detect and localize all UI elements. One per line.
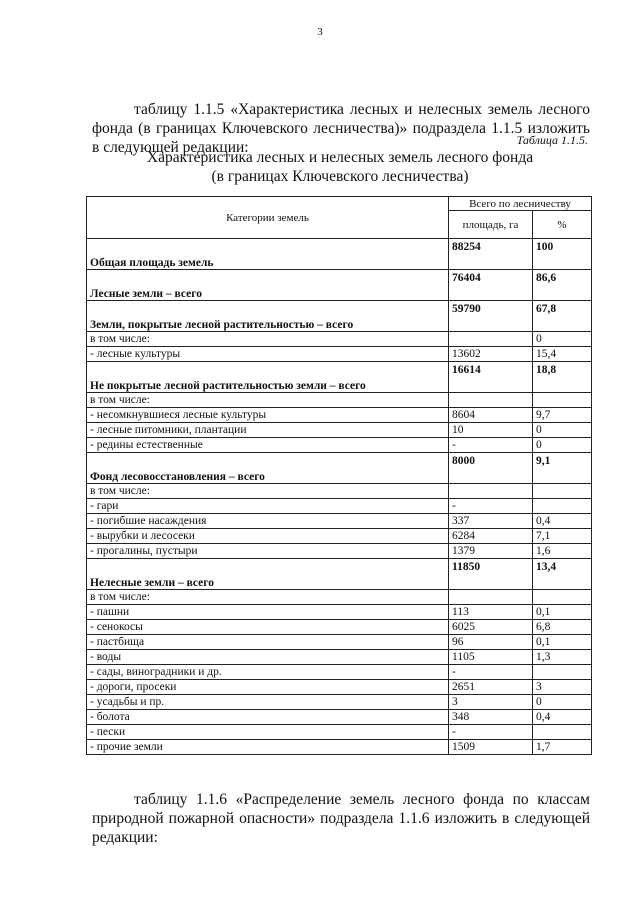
row-area: 11850 [449,559,533,590]
row-label: - лесные культуры [87,347,449,362]
row-percent: 13,4 [533,559,592,590]
row-percent [533,725,592,740]
table-row [87,332,592,347]
row-area: 96 [449,635,533,650]
row-area: 337 [449,514,533,529]
row-percent: 100 [533,239,592,270]
row-area: 348 [449,710,533,725]
row-label: - погибшие насаждения [87,514,449,529]
row-percent: 7,1 [533,529,592,544]
table-total-row [87,239,592,270]
row-label: - прочие земли [87,740,449,755]
row-label: - болота [87,710,449,725]
row-percent: 0,1 [533,605,592,620]
table-row [87,484,592,499]
table-row [87,725,592,740]
row-label: - пашни [87,605,449,620]
row-percent: 0 [533,332,592,347]
row-percent: 0 [533,423,592,438]
row-percent [533,665,592,680]
row-label: в том числе: [87,484,449,499]
row-area: 13602 [449,347,533,362]
land-characteristics-table [86,196,592,755]
row-area: 10 [449,423,533,438]
table-row [87,544,592,559]
table-row [87,393,592,408]
table-title-line-1: Характеристика лесных и нелесных земель лесного фонда [146,149,534,166]
row-percent: 67,8 [533,301,592,332]
row-area: 2651 [449,680,533,695]
table-row [87,680,592,695]
row-area: - [449,725,533,740]
row-area: 1379 [449,544,533,559]
table-row [87,529,592,544]
table-row [87,514,592,529]
table-row [87,710,592,725]
table-caption: Таблица 1.1.5. [516,133,588,147]
row-label: - воды [87,650,449,665]
table-row [87,740,592,755]
row-area: 8000 [449,453,533,484]
row-area [449,332,533,347]
row-label: - несомкнувшиеся лесные культуры [87,408,449,423]
row-area: 3 [449,695,533,710]
row-percent: 0,4 [533,710,592,725]
header-total-group: Всего по лесничеству [449,197,592,211]
table-row [87,590,592,605]
row-label: - сенокосы [87,620,449,635]
table-row [87,499,592,514]
row-label: Не покрытые лесной растительностью земли – всего [87,362,449,393]
row-area: 1509 [449,740,533,755]
row-label: Земли, покрытые лесной растительностью – всего [87,301,449,332]
row-percent: 9,1 [533,453,592,484]
table-total-row [87,453,592,484]
row-label: - вырубки и лесосеки [87,529,449,544]
row-label: в том числе: [87,393,449,408]
row-percent: 0,1 [533,635,592,650]
row-label: Лесные земли – всего [87,270,449,301]
table-total-row [87,270,592,301]
row-label: Общая площадь земель [87,239,449,270]
row-area: 16614 [449,362,533,393]
row-area: 6284 [449,529,533,544]
table-title-line-2: (в границах Ключевского лесничества) [211,168,469,185]
row-label: - пастбища [87,635,449,650]
outro-paragraph: таблицу 1.1.6 «Распределение земель лесного фонда по классам природной пожарной опасности» подраздела 1.1.6 изложить в следующей редакции: [92,790,590,846]
row-area: 1105 [449,650,533,665]
row-percent: 1,3 [533,650,592,665]
table-row [87,635,592,650]
row-label: - пески [87,725,449,740]
row-percent [533,484,592,499]
row-area: 76404 [449,270,533,301]
table-total-row [87,301,592,332]
row-percent: 1,7 [533,740,592,755]
table-body [87,239,592,755]
row-percent: 86,6 [533,270,592,301]
row-label: - редины естественные [87,438,449,453]
row-area [449,393,533,408]
table-row [87,620,592,635]
row-label: - усадьбы и пр. [87,695,449,710]
page-number: 3 [317,26,323,38]
row-percent: 15,4 [533,347,592,362]
row-area: 6025 [449,620,533,635]
row-area: - [449,438,533,453]
header-category: Категории земель [87,197,449,239]
table-row [87,408,592,423]
intro-paragraph: таблицу 1.1.5 «Характеристика лесных и нелесных земель лесного фонда (в границах Ключевского лесничества)» подраздела 1.1.5 изложить в следующей редакции: [92,100,590,156]
row-percent: 3 [533,680,592,695]
row-label: - дороги, просеки [87,680,449,695]
row-area: 8604 [449,408,533,423]
table-total-row [87,559,592,590]
row-percent: 1,6 [533,544,592,559]
row-percent [533,393,592,408]
table-row [87,347,592,362]
header-area: площадь, га [449,211,533,239]
table-row [87,695,592,710]
row-label: - гари [87,499,449,514]
row-label: - прогалины, пустыри [87,544,449,559]
row-area: 88254 [449,239,533,270]
table-row [87,438,592,453]
row-percent: 9,7 [533,408,592,423]
row-area: 113 [449,605,533,620]
row-area [449,484,533,499]
table-row [87,605,592,620]
row-area: - [449,665,533,680]
row-label: Нелесные земли – всего [87,559,449,590]
row-label: в том числе: [87,332,449,347]
row-percent: 0,4 [533,514,592,529]
table-row [87,650,592,665]
row-label: Фонд лесовосстановления – всего [87,453,449,484]
row-percent [533,499,592,514]
row-percent: 0 [533,695,592,710]
row-area [449,590,533,605]
row-label: - сады, виноградники и др. [87,665,449,680]
row-label: в том числе: [87,590,449,605]
row-percent: 0 [533,438,592,453]
table-row [87,423,592,438]
row-label: - лесные питомники, плантации [87,423,449,438]
row-area: 59790 [449,301,533,332]
row-area: - [449,499,533,514]
table-total-row [87,362,592,393]
row-percent: 18,8 [533,362,592,393]
header-percent: % [533,211,592,239]
row-percent [533,590,592,605]
row-percent: 6,8 [533,620,592,635]
table-row [87,665,592,680]
